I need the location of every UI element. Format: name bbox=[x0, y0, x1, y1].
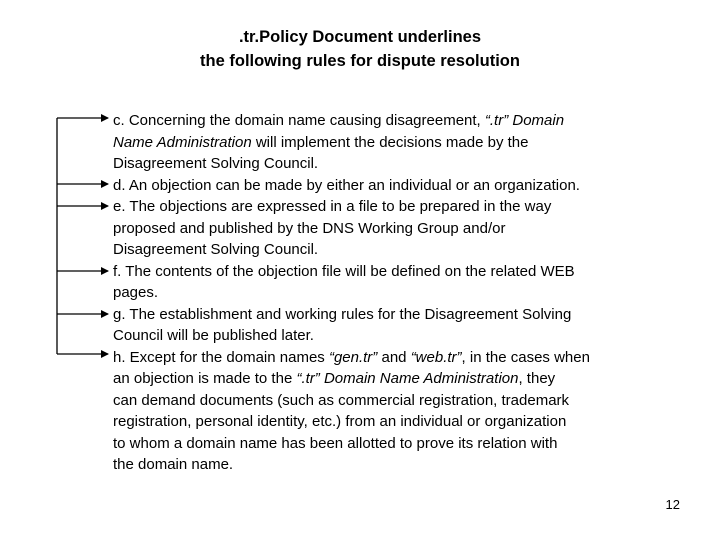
rule-line bbox=[113, 132, 713, 154]
text-segment: will implement the decisions made by the bbox=[251, 133, 529, 151]
text-segment: to whom a domain name has been allotted to prove its relation with bbox=[113, 434, 558, 452]
text-segment: c. Concerning the domain name causing disagreement, bbox=[113, 112, 485, 129]
text-segment: f. The contents of the objection file will be defined on the related WEB bbox=[113, 262, 575, 280]
text-segment: d. An objection can be made by either an individual or an organization. bbox=[113, 176, 580, 194]
rule-line bbox=[113, 368, 713, 390]
title-line-1: .tr.Policy Document underlines bbox=[238, 28, 482, 46]
rule-line bbox=[113, 304, 713, 326]
rule-line bbox=[113, 282, 713, 304]
text-segment: g. The establishment and working rules for the Disagreement Solving bbox=[113, 305, 572, 323]
rule-line bbox=[113, 411, 713, 433]
text-segment: , they bbox=[518, 370, 556, 387]
text-segment: h. Except for the domain names bbox=[113, 348, 329, 366]
rule-line bbox=[113, 347, 713, 369]
text-segment: pages. bbox=[113, 284, 159, 301]
text-segment: registration, personal identity, etc.) from an individual or organization bbox=[113, 413, 567, 430]
rule-line bbox=[113, 153, 713, 175]
text-segment: Disagreement Solving Council. bbox=[113, 155, 319, 172]
rule-line bbox=[113, 175, 713, 197]
rule-line bbox=[113, 218, 713, 240]
rule-line bbox=[113, 239, 713, 261]
text-segment: can demand documents (such as commercial registration, trademark bbox=[113, 391, 570, 409]
rule-line bbox=[113, 433, 713, 455]
italic-text: “.tr” Domain Name Administration bbox=[296, 370, 519, 387]
rule-line bbox=[113, 110, 713, 132]
text-segment: and bbox=[377, 348, 411, 366]
text-segment: e. The objections are expressed in a file to be prepared in the way bbox=[113, 198, 552, 215]
rule-item-h bbox=[113, 347, 713, 476]
rule-item-g bbox=[113, 304, 713, 347]
italic-text: “gen.tr” bbox=[328, 348, 378, 366]
rule-line bbox=[113, 325, 713, 347]
page-number: 12 bbox=[665, 497, 680, 512]
rule-line bbox=[113, 196, 713, 218]
rule-item-c bbox=[113, 110, 713, 175]
rules-list bbox=[113, 110, 713, 476]
rule-item-e bbox=[113, 196, 713, 261]
italic-text: “.tr” Domain bbox=[484, 112, 565, 129]
italic-text: Name Administration bbox=[113, 133, 252, 151]
text-segment: , in the cases when bbox=[461, 348, 590, 366]
rule-item-f bbox=[113, 261, 713, 304]
title-line-2: the following rules for dispute resolution bbox=[200, 52, 520, 70]
rule-line bbox=[113, 261, 713, 283]
text-segment: Disagreement Solving Council. bbox=[113, 241, 319, 258]
rule-item-d bbox=[113, 175, 713, 197]
text-segment: the domain name. bbox=[113, 456, 234, 473]
italic-text: “web.tr” bbox=[410, 348, 462, 366]
rule-line bbox=[113, 390, 713, 412]
rule-line bbox=[113, 454, 713, 476]
text-segment: an objection is made to the bbox=[113, 370, 297, 387]
text-segment: Council will be published later. bbox=[113, 327, 314, 344]
text-segment: proposed and published by the DNS Working Group and/or bbox=[113, 219, 506, 237]
